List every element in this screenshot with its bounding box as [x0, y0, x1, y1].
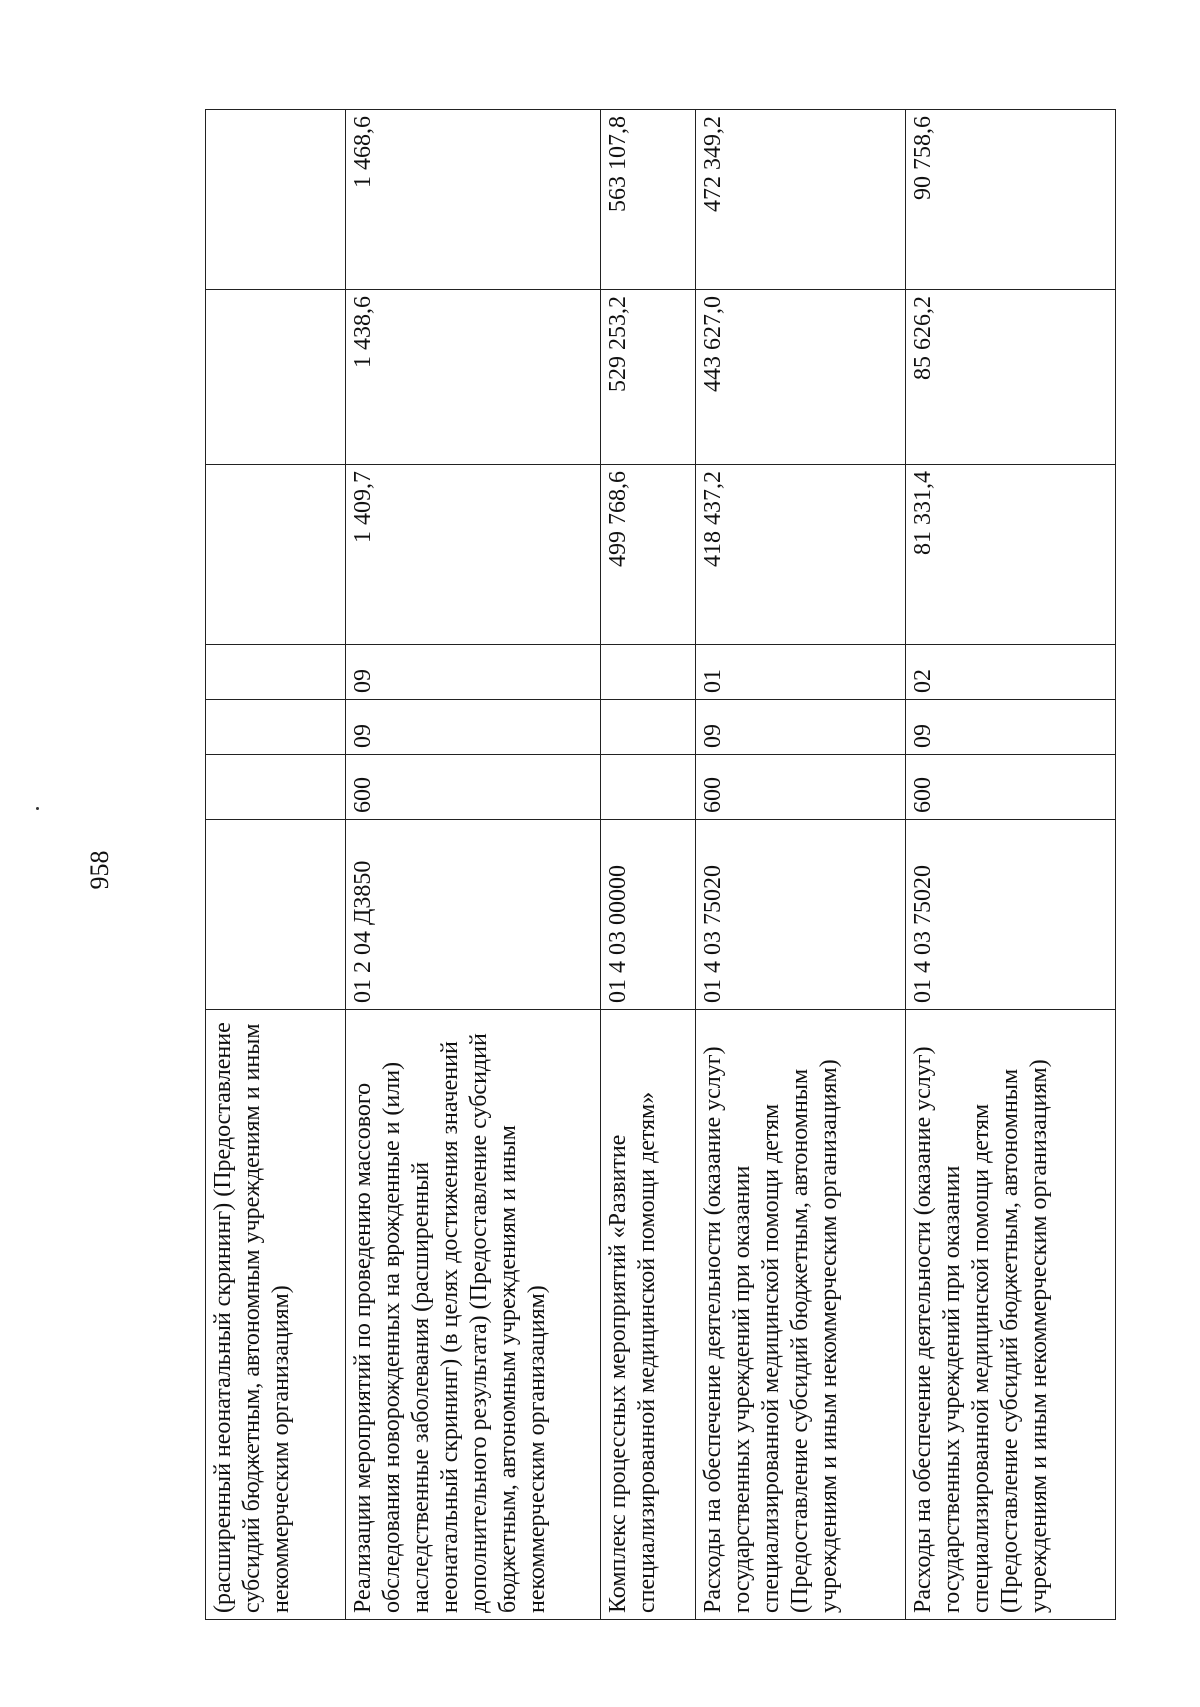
target-article-code: 01 2 04 Д3850 [346, 820, 601, 1010]
table-row [206, 110, 346, 1620]
amount-year-2: 529 253,2 [601, 290, 696, 465]
amount-year-1 [206, 465, 346, 645]
amount-year-1: 418 437,2 [696, 465, 906, 645]
amount-year-2: 443 627,0 [696, 290, 906, 465]
section-code: 09 [696, 700, 906, 755]
target-article-code [206, 820, 346, 1010]
amount-year-2: 85 626,2 [906, 290, 1116, 465]
table-row [906, 110, 1116, 1620]
section-code [601, 700, 696, 755]
subsection-code: 01 [696, 645, 906, 700]
scan-speck [36, 807, 39, 810]
row-name: Реализации мероприятий по проведению массового обследования новорожденных на врожденные и (или) наследственные заболевания (расширенный неонатальный скрининг) (в целях достижения значений дополнительного результата) (Предоставление субсидий бюджетным, автономным учреждениям и иным некоммерческим организациям) [346, 1010, 601, 1620]
table-row [346, 110, 601, 1620]
amount-year-1: 81 331,4 [906, 465, 1116, 645]
amount-year-3 [206, 110, 346, 290]
subsection-code: 09 [346, 645, 601, 700]
row-name: Расходы на обеспечение деятельности (оказание услуг) государственных учреждений при оказании специализированной медицинской помощи детям (Предоставление субсидий бюджетным, автономным учреждениям и иным некоммерческим организациям) [906, 1010, 1116, 1620]
row-name: (расширенный неонатальный скрининг) (Предоставление субсидий бюджетным, автономным учреждениям и иным некоммерческим организациям) [206, 1010, 346, 1620]
amount-year-2 [206, 290, 346, 465]
section-code [206, 700, 346, 755]
page-number: 958 [85, 850, 114, 890]
target-article-code: 01 4 03 00000 [601, 820, 696, 1010]
section-code: 09 [906, 700, 1116, 755]
subsection-code [601, 645, 696, 700]
expense-type-code [601, 755, 696, 820]
section-code: 09 [346, 700, 601, 755]
subsection-code [206, 645, 346, 700]
expense-type-code: 600 [906, 755, 1116, 820]
expense-type-code [206, 755, 346, 820]
target-article-code: 01 4 03 75020 [906, 820, 1116, 1010]
amount-year-3: 1 468,6 [346, 110, 601, 290]
row-name: Комплекс процессных мероприятий «Развитие специализированной медицинской помощи детям» [601, 1010, 696, 1620]
amount-year-3: 472 349,2 [696, 110, 906, 290]
row-name: Расходы на обеспечение деятельности (оказание услуг) государственных учреждений при оказании специализированной медицинской помощи детям (Предоставление субсидий бюджетным, автономным учреждениям и иным некоммерческим организациям) [696, 1010, 906, 1620]
target-article-code: 01 4 03 75020 [696, 820, 906, 1010]
budget-table [205, 109, 1116, 1620]
amount-year-2: 1 438,6 [346, 290, 601, 465]
table-row [601, 110, 696, 1620]
expense-type-code: 600 [696, 755, 906, 820]
expense-type-code: 600 [346, 755, 601, 820]
rotated-table-wrapper [205, 110, 1115, 1620]
amount-year-1: 1 409,7 [346, 465, 601, 645]
subsection-code: 02 [906, 645, 1116, 700]
amount-year-3: 90 758,6 [906, 110, 1116, 290]
amount-year-1: 499 768,6 [601, 465, 696, 645]
amount-year-3: 563 107,8 [601, 110, 696, 290]
table-row [696, 110, 906, 1620]
